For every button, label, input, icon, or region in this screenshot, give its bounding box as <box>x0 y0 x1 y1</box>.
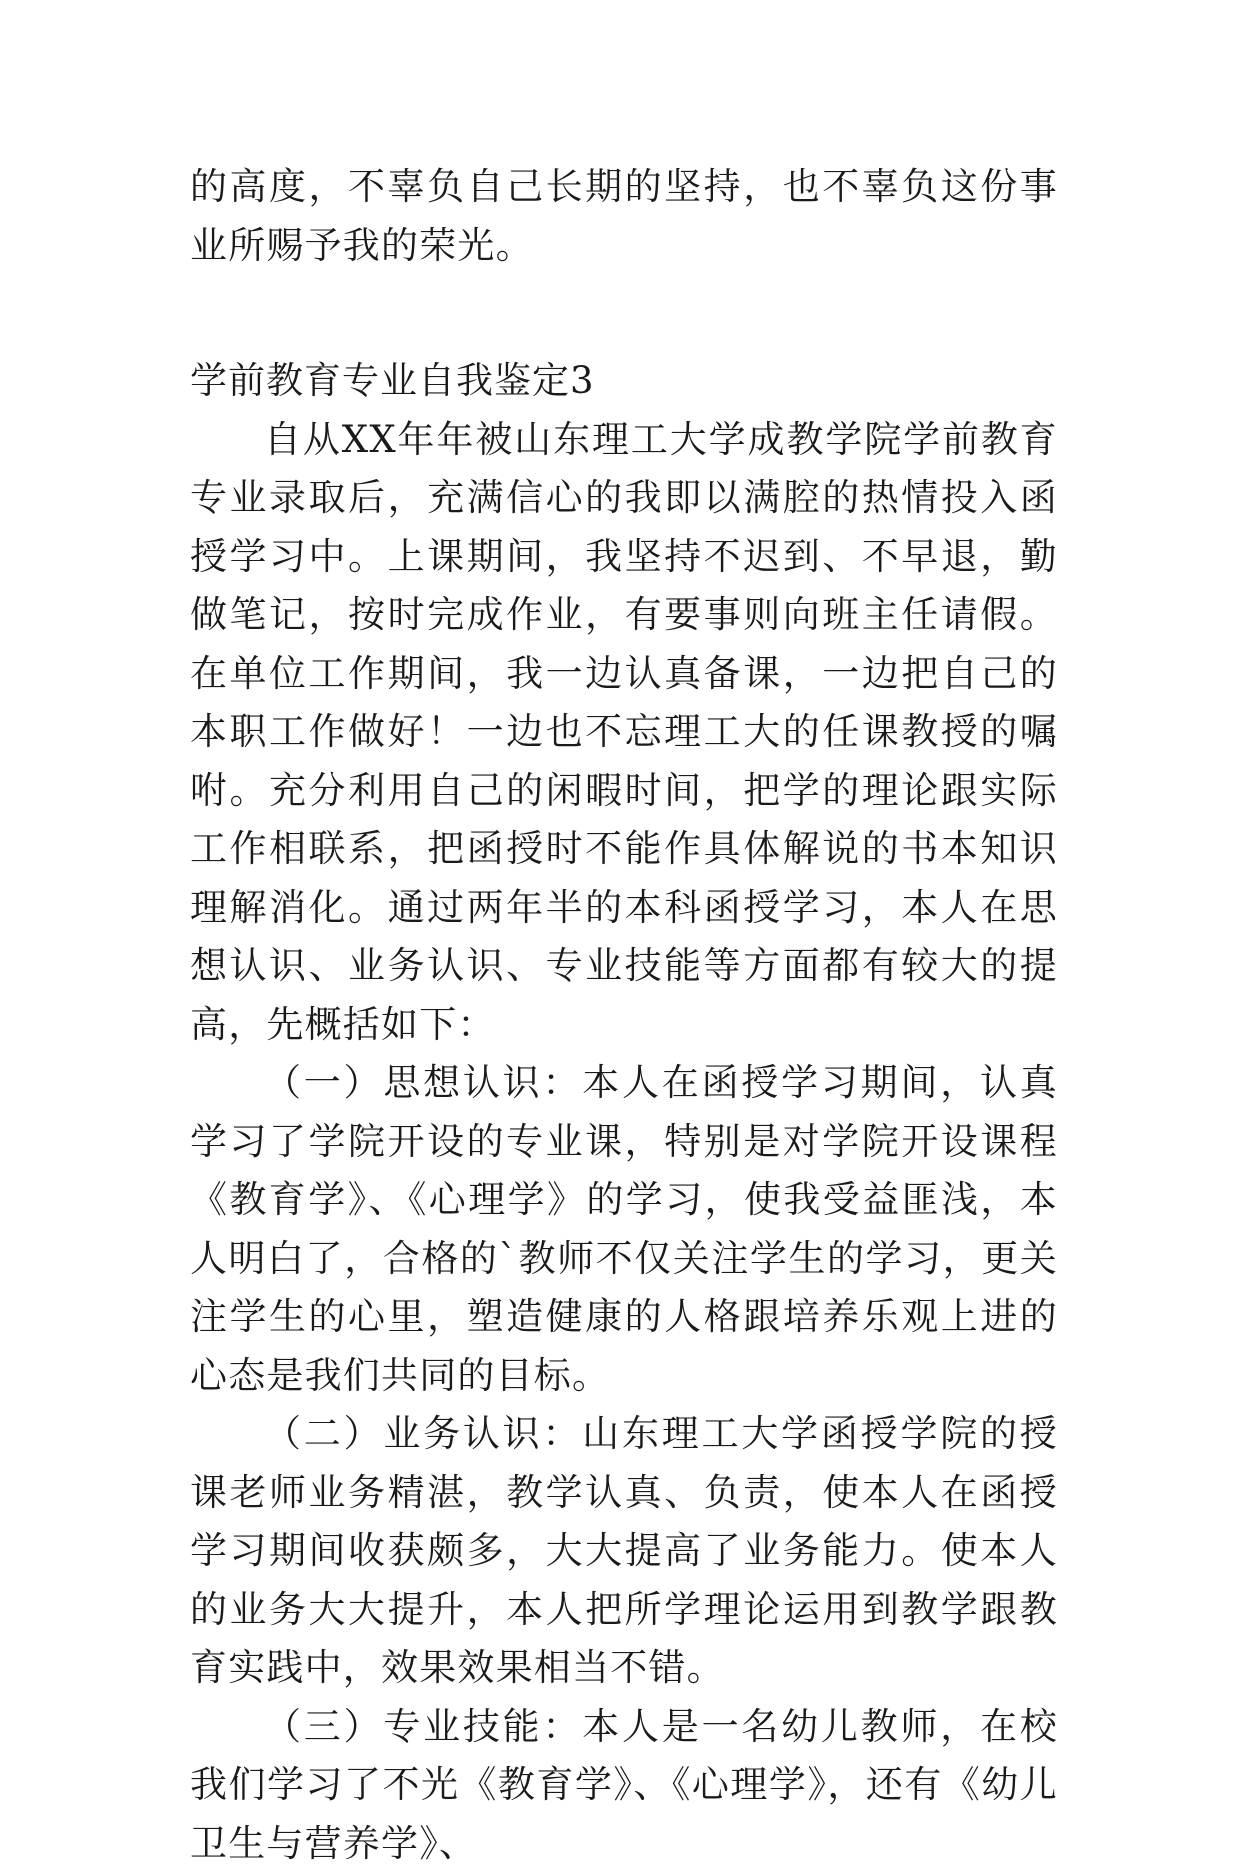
document-body <box>190 158 1058 1873</box>
paragraph-thought: （一）思想认识：本人在函授学习期间，认真学习了学院开设的专业课，特别是对学院开设课程《教育学》、《心理学》的学习，使我受益匪浅，本人明白了，合格的`教师不仅关注学生的学习，更关注学生的心里，塑造健康的人格跟培养乐观上进的心态是我们共同的目标。 <box>190 1054 1058 1405</box>
section-title: 学前教育专业自我鉴定3 <box>190 352 1058 411</box>
paragraph-skills: （三）专业技能：本人是一名幼儿教师，在校我们学习了不光《教育学》、《心理学》，还有《幼儿卫生与营养学》、 <box>190 1698 1058 1873</box>
continuation-paragraph: 的高度，不辜负自己长期的坚持，也不辜负这份事业所赐予我的荣光。 <box>190 158 1058 275</box>
paragraph-business: （二）业务认识：山东理工大学函授学院的授课老师业务精湛，教学认真、负责，使本人在函授学习期间收获颇多，大大提高了业务能力。使本人的业务大大提升，本人把所学理论运用到教学跟教育实践中，效果效果相当不错。 <box>190 1405 1058 1698</box>
paragraph-intro: 自从XX年年被山东理工大学成教学院学前教育专业录取后，充满信心的我即以满腔的热情投入函授学习中。上课期间，我坚持不迟到、不早退，勤做笔记，按时完成作业，有要事则向班主任请假。在单位工作期间，我一边认真备课，一边把自己的本职工作做好！一边也不忘理工大的任课教授的嘱咐。充分利用自己的闲暇时间，把学的理论跟实际工作相联系，把函授时不能作具体解说的书本知识理解消化。通过两年半的本科函授学习，本人在思想认识、业务认识、专业技能等方面都有较大的提高，先概括如下： <box>190 411 1058 1055</box>
